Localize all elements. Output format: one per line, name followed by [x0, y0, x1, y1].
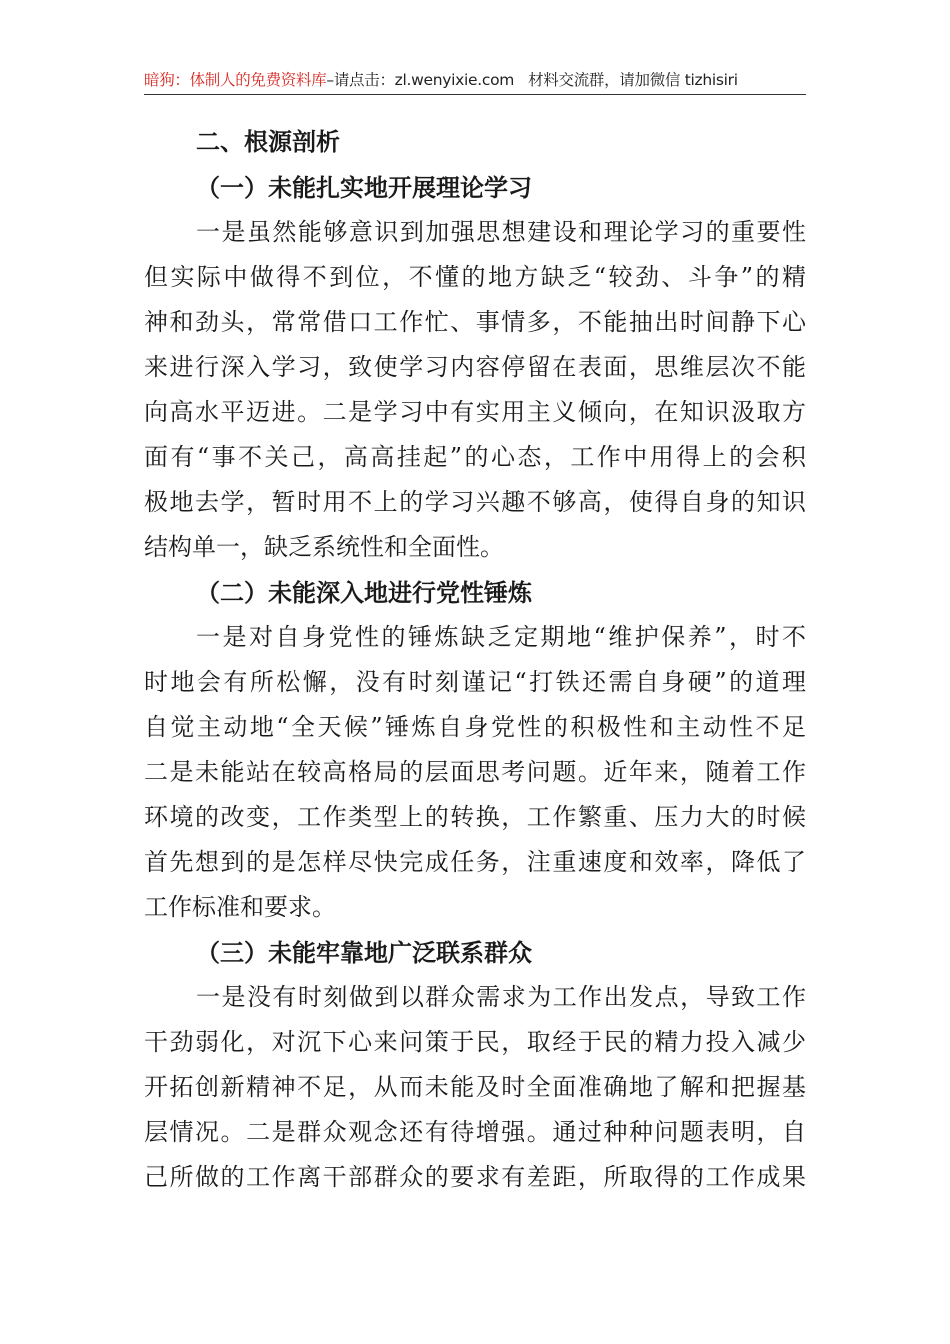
header-divider: [144, 94, 806, 95]
paragraph-line: 时地会有所松懈，没有时刻谨记“打铁还需自身硬”的道理: [144, 668, 806, 696]
paragraph-line: 己所做的工作离干部群众的要求有差距，所取得的工作成果: [144, 1163, 806, 1191]
paragraph-line: 层情况。二是群众观念还有待增强。通过种种问题表明，自: [144, 1118, 806, 1146]
paragraph-line: 开拓创新精神不足，从而未能及时全面准确地了解和把握基: [144, 1073, 806, 1101]
paragraph-line: 自觉主动地“全天候”锤炼自身党性的积极性和主动性不足: [144, 713, 806, 741]
paragraph-line: 工作标准和要求。: [144, 893, 336, 921]
paragraph-line: 神和劲头，常常借口工作忙、事情多，不能抽出时间静下心: [144, 308, 806, 336]
header-url-link[interactable]: zl.wenyixie.com: [394, 71, 515, 89]
paragraph-line: 二是未能站在较高格局的层面思考问题。近年来，随着工作: [144, 758, 806, 786]
paragraph-line: 环境的改变，工作类型上的转换，工作繁重、压力大的时候: [144, 803, 806, 831]
header-click-prompt: –请点击：: [326, 71, 395, 89]
page-header: [144, 66, 806, 94]
subsection-title: （三）未能牢靠地广泛联系群众: [196, 938, 532, 967]
subsection-title: （一）未能扎实地开展理论学习: [196, 173, 532, 202]
header-site-name: 暗狗：体制人的免费资料库: [144, 71, 327, 89]
paragraph-line: 一是没有时刻做到以群众需求为工作出发点，导致工作: [196, 983, 806, 1011]
paragraph-line: 结构单一，缺乏系统性和全面性。: [144, 533, 504, 561]
subsection-title: （二）未能深入地进行党性锤炼: [196, 578, 532, 607]
section-title: 二、根源剖析: [196, 128, 340, 156]
paragraph-line: 干劲弱化，对沉下心来问策于民，取经于民的精力投入减少: [144, 1028, 806, 1056]
paragraph-line: 一是虽然能够意识到加强思想建设和理论学习的重要性: [196, 218, 806, 246]
paragraph-line: 但实际中做得不到位，不懂的地方缺乏“较劲、斗争”的精: [144, 263, 806, 291]
header-wechat-note: 材料交流群，请加微信 tizhisiri: [528, 71, 738, 89]
paragraph-line: 一是对自身党性的锤炼缺乏定期地“维护保养”，时不: [196, 623, 806, 651]
paragraph-line: 向高水平迈进。二是学习中有实用主义倾向，在知识汲取方: [144, 398, 806, 426]
paragraph-line: 首先想到的是怎样尽快完成任务，注重速度和效率，降低了: [144, 848, 806, 876]
paragraph-line: 来进行深入学习，致使学习内容停留在表面，思维层次不能: [144, 353, 806, 381]
document-body: [144, 120, 806, 1200]
paragraph-line: 面有“事不关己，高高挂起”的心态，工作中用得上的会积: [144, 443, 806, 471]
paragraph-line: 极地去学，暂时用不上的学习兴趣不够高，使得自身的知识: [144, 488, 806, 516]
